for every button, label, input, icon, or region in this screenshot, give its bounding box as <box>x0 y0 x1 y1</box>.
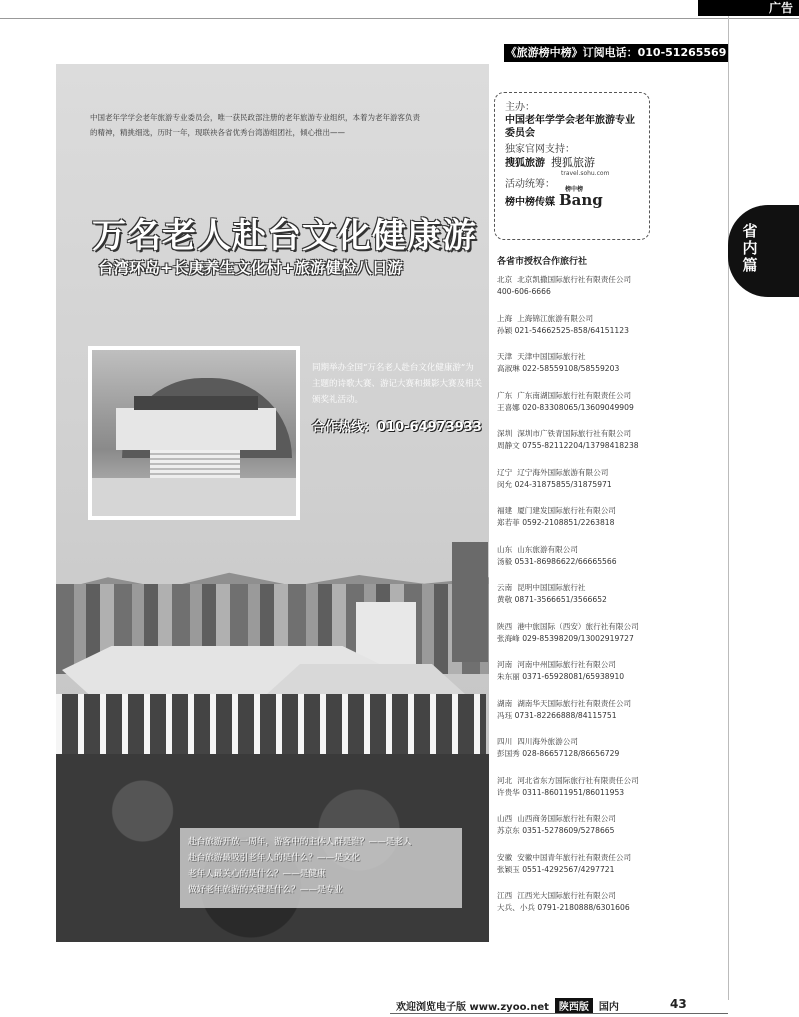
partner-agency: 港中旅国际（西安）旅行社有限公司 <box>517 621 639 631</box>
partner-agency: 湖南华天国际旅行社有限责任公司 <box>517 698 632 708</box>
partner-region: 天津 <box>497 352 513 361</box>
partner-item <box>497 659 727 698</box>
host-name: 中国老年学学会老年旅游专业委员会 <box>505 115 635 139</box>
partner-line <box>497 621 727 633</box>
section-tab-label: 省内篇 <box>742 222 758 274</box>
ad-promo-text: 同期举办全国“万名老人赴台文化健康游”为主题的诗歌大赛、游记大赛和摄影大赛及相关颁奖礼活动。 <box>312 363 483 405</box>
ad-hotline: 合作热线：010-64973933 <box>312 420 482 435</box>
partner-contact: 闵允 024-31875855/31875971 <box>497 479 612 489</box>
partner-agency: 广东南湖国际旅行社有限责任公司 <box>517 390 632 400</box>
plan-name: 榜中榜传媒 <box>505 197 555 208</box>
photo-building <box>116 408 276 450</box>
partner-region: 湖南 <box>497 698 513 708</box>
plan-row <box>505 186 639 209</box>
partner-line <box>497 890 727 902</box>
partner-item <box>497 351 727 390</box>
partner-item <box>497 736 727 775</box>
partner-region: 四川 <box>497 737 513 746</box>
partner-agency: 江西光大国际旅行社有限公司 <box>517 891 616 900</box>
partner-region: 深圳 <box>497 429 513 438</box>
partner-line <box>497 582 727 594</box>
partner-region: 安徽 <box>497 852 513 862</box>
footer-browse: 欢迎浏览电子版 www.zyoo.net <box>396 1001 549 1013</box>
photo-plaza <box>92 478 296 516</box>
qa-box <box>180 828 462 908</box>
partner-agency: 天津中国国际旅行社 <box>517 352 586 361</box>
partner-agency: 山西商务国际旅行社有限公司 <box>517 814 616 823</box>
sohu-url: travel.sohu.com <box>561 170 610 177</box>
partners-heading: 各省市授权合作旅行社 <box>497 257 588 267</box>
partner-region: 陕西 <box>497 621 513 631</box>
partner-item <box>497 544 727 583</box>
partner-line <box>497 428 727 440</box>
partner-line <box>497 467 727 479</box>
partner-contact: 张颖玉 0551-4292567/4297721 <box>497 864 615 874</box>
partner-line <box>497 351 727 363</box>
partner-contact: 周静文 0755-82112204/13798418238 <box>497 441 639 450</box>
photo-roof <box>134 396 258 410</box>
footer-section: 国内 <box>598 1001 619 1013</box>
edition-badge: 陕西版 <box>555 998 593 1013</box>
partner-region: 北京 <box>497 275 513 284</box>
partner-line <box>497 698 727 710</box>
partner-item <box>497 890 727 929</box>
partner-contact: 王喜娜 020-83308065/13609049909 <box>497 402 634 412</box>
sohu-logo: 搜狐旅游 <box>551 156 595 169</box>
partner-region: 河北 <box>497 775 513 785</box>
partner-agency: 上海锦江旅游有限公司 <box>517 313 594 323</box>
partner-agency: 安徽中国青年旅行社有限责任公司 <box>517 852 632 862</box>
partner-region: 辽宁 <box>497 467 513 477</box>
footer <box>396 997 619 1013</box>
qa-line: 做好老年旅游的关键是什么？——是专业 <box>188 885 343 895</box>
partner-agency: 山东旅游有限公司 <box>517 544 578 554</box>
partner-line <box>497 274 727 286</box>
partner-contact: 许贵华 0311-86011951/86011953 <box>497 787 625 797</box>
partner-agency: 北京凯撒国际旅行社有限责任公司 <box>517 275 632 284</box>
partner-contact: 大兵、小兵 0791-2180888/6301606 <box>497 903 630 912</box>
partner-agency: 昆明中国国际旅行社 <box>517 583 586 592</box>
partner-item <box>497 390 727 429</box>
web-sponsor-name: 搜狐旅游 <box>505 158 545 169</box>
ad-subtitle: 台湾环岛+长庚养生文化村+旅游健检八日游 <box>98 259 403 277</box>
partner-contact: 冯珏 0731-82266888/84115751 <box>497 710 617 720</box>
partner-contact: 彭国秀 028-86657128/86656729 <box>497 749 620 758</box>
bang-logo <box>559 186 603 209</box>
ad-tag: 广告 <box>698 0 799 16</box>
partner-item <box>497 313 727 352</box>
plan-label: 活动统筹： <box>505 179 555 190</box>
web-label: 独家官网支持： <box>505 144 575 155</box>
host-label: 主办： <box>505 102 535 113</box>
partner-agency: 厦门建发国际旅行社有限公司 <box>517 506 616 515</box>
ad-intro: 中国老年学学会老年旅游专业委员会，唯一获民政部注册的老年旅游专业组织，本着为老年游客负责的精神，精挑细选，历时一年，现联袂各省优秀台湾游组团社，倾心推出—— <box>90 113 420 137</box>
partner-line <box>497 775 727 787</box>
qa-line: 老年人最关心的是什么？——是健康 <box>188 869 326 879</box>
partner-contact: 朱东丽 0371-65928081/65938910 <box>497 672 625 681</box>
partner-item <box>497 467 727 506</box>
partner-item <box>497 775 727 814</box>
partner-region: 山东 <box>497 544 513 554</box>
partner-item <box>497 274 727 313</box>
partner-contact: 400-606-6666 <box>497 287 551 296</box>
partner-item <box>497 505 727 544</box>
partner-line <box>497 313 727 325</box>
partner-item <box>497 428 727 467</box>
museum-photo <box>88 346 300 520</box>
partner-item <box>497 621 727 660</box>
partner-region: 福建 <box>497 506 513 515</box>
partner-agency: 深圳市广铁青国际旅行社有限公司 <box>517 429 632 438</box>
partners-list <box>497 274 727 929</box>
partner-item <box>497 852 727 891</box>
qa-line: 赴台旅游最吸引老年人的是什么？——是文化 <box>188 853 360 863</box>
partner-item <box>497 698 727 737</box>
partner-contact: 汤毅 0531-86986622/66665566 <box>497 556 617 566</box>
top-rule <box>0 18 799 19</box>
bang-logo-small: 榜中榜 <box>565 186 584 193</box>
partner-line <box>497 390 727 402</box>
partner-contact: 苏京东 0351-5278609/5278665 <box>497 826 615 835</box>
scene-tower <box>452 542 488 662</box>
partner-agency: 辽宁海外国际旅游有限公司 <box>517 467 609 477</box>
qa-line: 赴台旅游开放一周年，游客中的主体人群是谁？——是老人 <box>188 837 412 847</box>
partner-region: 上海 <box>497 313 513 323</box>
bang-logo-text: Bang <box>559 191 603 209</box>
partner-line <box>497 852 727 864</box>
web-sponsors <box>505 156 639 170</box>
partner-contact: 高淑琳 022-58559108/58559203 <box>497 364 620 373</box>
partner-line <box>497 505 727 517</box>
subscribe-line: 《旅游榜中榜》订阅电话：010-51265569 <box>504 44 728 62</box>
ad-title: 万名老人赴台文化健康游 <box>92 216 477 256</box>
partner-agency: 四川海外旅游公司 <box>517 737 578 746</box>
right-margin-rule <box>728 0 729 1000</box>
partner-line <box>497 813 727 825</box>
partner-contact: 黄敬 0871-3566651/3566652 <box>497 595 607 604</box>
partner-region: 河南 <box>497 660 513 669</box>
partner-agency: 河北省东方国际旅行社有限责任公司 <box>517 775 639 785</box>
partner-line <box>497 544 727 556</box>
sponsor-box <box>494 92 650 240</box>
photo-palace-museum <box>92 350 296 516</box>
section-tab <box>728 205 799 297</box>
partner-contact: 张海峰 029-85398209/13002919727 <box>497 633 634 643</box>
ad-panel <box>56 64 489 942</box>
page-number: 43 <box>670 997 687 1011</box>
partner-region: 云南 <box>497 583 513 592</box>
photo-stairs <box>150 450 240 478</box>
partner-item <box>497 813 727 852</box>
partner-line <box>497 659 727 671</box>
partner-contact: 孙颖 021-54662525-858/64151123 <box>497 325 629 335</box>
partner-line <box>497 736 727 748</box>
partner-region: 广东 <box>497 390 513 400</box>
partner-region: 江西 <box>497 891 513 900</box>
partner-item <box>497 582 727 621</box>
footer-rule <box>390 1013 728 1014</box>
partner-contact: 郑若菲 0592-2108851/2263818 <box>497 518 615 527</box>
partner-region: 山西 <box>497 814 513 823</box>
partner-agency: 河南中州国际旅行社有限公司 <box>517 660 616 669</box>
